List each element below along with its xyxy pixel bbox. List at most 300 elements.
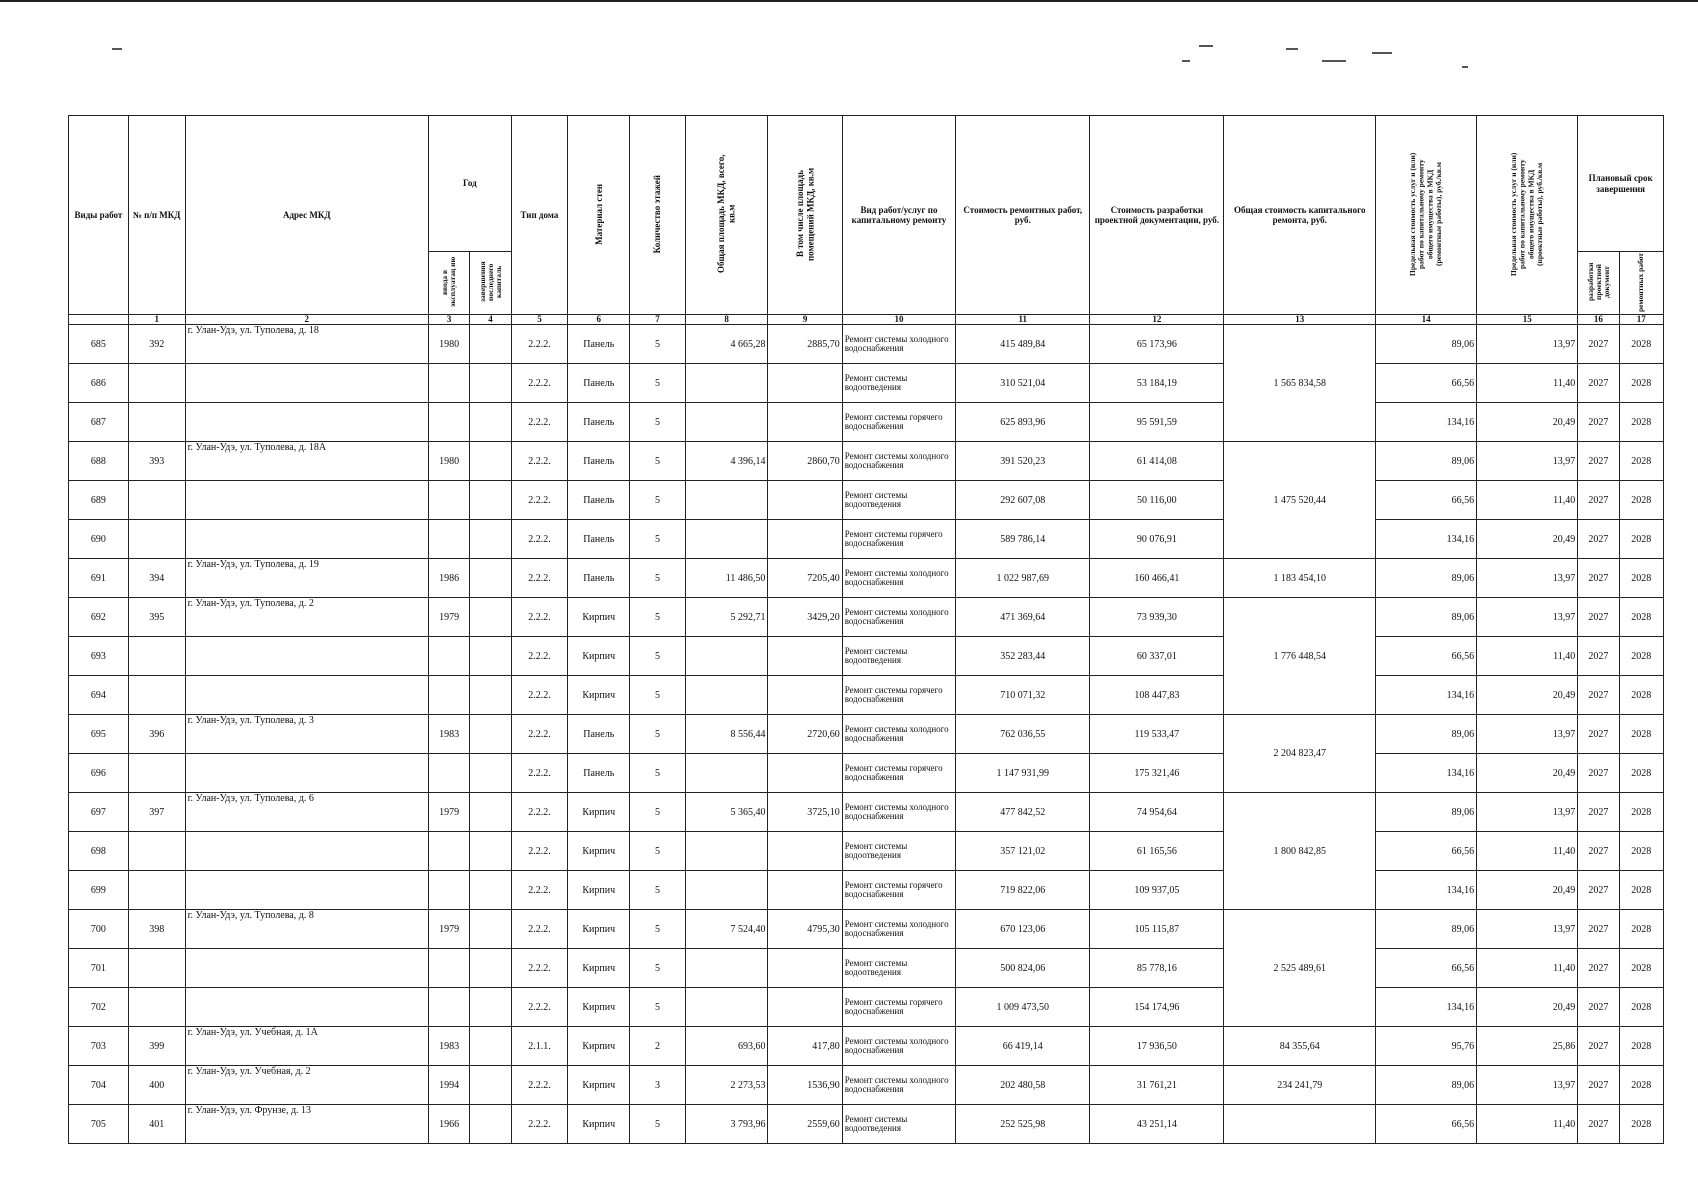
- cell-deadline-design: 2027: [1578, 715, 1619, 754]
- cell-work-type: Ремонт системы водоотведения: [842, 949, 955, 988]
- cell-floors: 5: [630, 442, 686, 481]
- table-row: [69, 520, 1664, 559]
- cell-mkd-number: 397: [128, 793, 185, 832]
- cell-premises-area: [768, 871, 842, 910]
- cell-floors: 5: [630, 676, 686, 715]
- cell-limit-cost-repair: 66,56: [1376, 637, 1477, 676]
- cell-year-last-repair: [470, 793, 511, 832]
- scan-noise: [1199, 45, 1213, 47]
- cell-design-cost: 50 116,00: [1090, 481, 1224, 520]
- cell-address: г. Улан-Удэ, ул. Туполева, д. 18А: [185, 442, 428, 481]
- cell-work-id: 685: [69, 325, 129, 364]
- cell-work-id: 688: [69, 442, 129, 481]
- cell-mkd-number: [128, 481, 185, 520]
- cell-limit-cost-design: 11,40: [1477, 637, 1578, 676]
- cell-total-cost: 1 776 448,54: [1224, 598, 1376, 715]
- cell-repair-cost: 1 009 473,50: [956, 988, 1090, 1027]
- cell-limit-cost-repair: 89,06: [1376, 910, 1477, 949]
- cell-deadline-design: 2027: [1578, 1105, 1619, 1144]
- cell-work-type: Ремонт системы холодного водоснабжения: [842, 793, 955, 832]
- cell-deadline-repair: 2028: [1619, 403, 1663, 442]
- cell-deadline-design: 2027: [1578, 949, 1619, 988]
- cell-year-commissioning: [429, 832, 470, 871]
- table-row: [69, 949, 1664, 988]
- cell-year-commissioning: [429, 481, 470, 520]
- cell-deadline-design: 2027: [1578, 1066, 1619, 1105]
- cell-floors: 5: [630, 754, 686, 793]
- cell-wall-material: Кирпич: [568, 1105, 630, 1144]
- cell-work-type: Ремонт системы горячего водоснабжения: [842, 988, 955, 1027]
- cell-wall-material: Кирпич: [568, 832, 630, 871]
- cell-premises-area: [768, 754, 842, 793]
- cell-address: г. Улан-Удэ, ул. Туполева, д. 18: [185, 325, 428, 364]
- cell-address: [185, 403, 428, 442]
- cell-limit-cost-design: 13,97: [1477, 715, 1578, 754]
- cell-total-area: 5 365,40: [685, 793, 768, 832]
- cell-mkd-number: 400: [128, 1066, 185, 1105]
- cell-address: [185, 676, 428, 715]
- cell-design-cost: 53 184,19: [1090, 364, 1224, 403]
- cell-work-type: Ремонт системы холодного водоснабжения: [842, 442, 955, 481]
- cell-year-last-repair: [470, 442, 511, 481]
- cell-address: г. Улан-Удэ, ул. Туполева, д. 6: [185, 793, 428, 832]
- column-number: 7: [630, 315, 686, 325]
- cell-mkd-number: 394: [128, 559, 185, 598]
- table-row: [69, 442, 1664, 481]
- cell-year-last-repair: [470, 754, 511, 793]
- cell-mkd-number: [128, 676, 185, 715]
- table-row: [69, 754, 1664, 793]
- cell-deadline-design: 2027: [1578, 481, 1619, 520]
- cell-year-last-repair: [470, 676, 511, 715]
- cell-total-area: [685, 988, 768, 1027]
- cell-floors: 5: [630, 559, 686, 598]
- cell-mkd-number: 401: [128, 1105, 185, 1144]
- cell-year-last-repair: [470, 325, 511, 364]
- cell-premises-area: 1536,90: [768, 1066, 842, 1105]
- capital-repair-register-table: [68, 115, 1664, 1144]
- cell-deadline-repair: 2028: [1619, 949, 1663, 988]
- cell-total-cost: 1 475 520,44: [1224, 442, 1376, 559]
- cell-mkd-number: 399: [128, 1027, 185, 1066]
- cell-year-last-repair: [470, 1027, 511, 1066]
- cell-limit-cost-design: 13,97: [1477, 442, 1578, 481]
- cell-work-id: 696: [69, 754, 129, 793]
- cell-house-type: 2.2.2.: [511, 949, 568, 988]
- cell-design-cost: 105 115,87: [1090, 910, 1224, 949]
- cell-total-area: [685, 364, 768, 403]
- cell-deadline-design: 2027: [1578, 559, 1619, 598]
- cell-wall-material: Кирпич: [568, 793, 630, 832]
- cell-limit-cost-design: 13,97: [1477, 598, 1578, 637]
- cell-repair-cost: 710 071,32: [956, 676, 1090, 715]
- cell-wall-material: Панель: [568, 559, 630, 598]
- cell-work-id: 697: [69, 793, 129, 832]
- scan-noise: [1462, 66, 1468, 68]
- cell-design-cost: 17 936,50: [1090, 1027, 1224, 1066]
- cell-wall-material: Панель: [568, 325, 630, 364]
- cell-address: [185, 754, 428, 793]
- cell-year-last-repair: [470, 598, 511, 637]
- cell-limit-cost-repair: 134,16: [1376, 520, 1477, 559]
- cell-house-type: 2.2.2.: [511, 832, 568, 871]
- cell-deadline-repair: 2028: [1619, 871, 1663, 910]
- cell-limit-cost-design: 25,86: [1477, 1027, 1578, 1066]
- cell-floors: 5: [630, 598, 686, 637]
- cell-wall-material: Кирпич: [568, 637, 630, 676]
- cell-house-type: 2.2.2.: [511, 910, 568, 949]
- cell-deadline-repair: 2028: [1619, 364, 1663, 403]
- column-number: 6: [568, 315, 630, 325]
- cell-total-area: 2 273,53: [685, 1066, 768, 1105]
- cell-year-last-repair: [470, 949, 511, 988]
- column-number: 16: [1578, 315, 1619, 325]
- cell-design-cost: 90 076,91: [1090, 520, 1224, 559]
- cell-limit-cost-design: 13,97: [1477, 910, 1578, 949]
- column-number: 5: [511, 315, 568, 325]
- cell-repair-cost: 352 283,44: [956, 637, 1090, 676]
- cell-limit-cost-repair: 89,06: [1376, 325, 1477, 364]
- cell-deadline-design: 2027: [1578, 871, 1619, 910]
- cell-address: г. Улан-Удэ, ул. Учебная, д. 1А: [185, 1027, 428, 1066]
- cell-limit-cost-repair: 66,56: [1376, 364, 1477, 403]
- cell-address: [185, 637, 428, 676]
- cell-wall-material: Кирпич: [568, 1027, 630, 1066]
- cell-floors: 3: [630, 1066, 686, 1105]
- cell-limit-cost-design: 13,97: [1477, 325, 1578, 364]
- cell-year-commissioning: [429, 754, 470, 793]
- cell-address: г. Улан-Удэ, ул. Туполева, д. 8: [185, 910, 428, 949]
- cell-work-type: Ремонт системы холодного водоснабжения: [842, 598, 955, 637]
- cell-mkd-number: 396: [128, 715, 185, 754]
- cell-total-cost: 234 241,79: [1224, 1066, 1376, 1105]
- cell-work-type: Ремонт системы горячего водоснабжения: [842, 676, 955, 715]
- cell-year-last-repair: [470, 1105, 511, 1144]
- cell-limit-cost-repair: 134,16: [1376, 871, 1477, 910]
- cell-deadline-repair: 2028: [1619, 715, 1663, 754]
- cell-premises-area: [768, 637, 842, 676]
- cell-floors: 5: [630, 364, 686, 403]
- cell-limit-cost-repair: 89,06: [1376, 715, 1477, 754]
- cell-limit-cost-repair: 66,56: [1376, 949, 1477, 988]
- cell-house-type: 2.2.2.: [511, 871, 568, 910]
- column-number: 14: [1376, 315, 1477, 325]
- cell-address: г. Улан-Удэ, ул. Туполева, д. 3: [185, 715, 428, 754]
- cell-work-type: Ремонт системы горячего водоснабжения: [842, 871, 955, 910]
- scan-noise: [1322, 60, 1346, 62]
- cell-total-cost: 2 204 823,47: [1224, 715, 1376, 793]
- cell-wall-material: Кирпич: [568, 1066, 630, 1105]
- table-row: [69, 481, 1664, 520]
- cell-repair-cost: 1 147 931,99: [956, 754, 1090, 793]
- cell-year-commissioning: 1979: [429, 598, 470, 637]
- cell-repair-cost: 292 607,08: [956, 481, 1090, 520]
- cell-year-last-repair: [470, 715, 511, 754]
- cell-wall-material: Кирпич: [568, 676, 630, 715]
- cell-work-id: 687: [69, 403, 129, 442]
- cell-total-area: [685, 949, 768, 988]
- cell-design-cost: 73 939,30: [1090, 598, 1224, 637]
- cell-floors: 5: [630, 988, 686, 1027]
- table-row: [69, 559, 1664, 598]
- column-number: 11: [956, 315, 1090, 325]
- cell-total-cost: [1224, 1105, 1376, 1144]
- cell-limit-cost-design: 13,97: [1477, 1066, 1578, 1105]
- cell-limit-cost-repair: 89,06: [1376, 793, 1477, 832]
- cell-total-area: 3 793,96: [685, 1105, 768, 1144]
- cell-floors: 5: [630, 949, 686, 988]
- column-number-row: [69, 315, 1664, 325]
- cell-floors: 5: [630, 403, 686, 442]
- cell-year-last-repair: [470, 1066, 511, 1105]
- cell-house-type: 2.2.2.: [511, 1105, 568, 1144]
- cell-deadline-repair: 2028: [1619, 910, 1663, 949]
- cell-design-cost: 61 414,08: [1090, 442, 1224, 481]
- cell-premises-area: 417,80: [768, 1027, 842, 1066]
- cell-repair-cost: 500 824,06: [956, 949, 1090, 988]
- cell-premises-area: [768, 676, 842, 715]
- cell-wall-material: Кирпич: [568, 871, 630, 910]
- table-row: [69, 793, 1664, 832]
- cell-mkd-number: [128, 754, 185, 793]
- cell-limit-cost-repair: 134,16: [1376, 403, 1477, 442]
- cell-deadline-repair: 2028: [1619, 1027, 1663, 1066]
- cell-deadline-design: 2027: [1578, 1027, 1619, 1066]
- cell-deadline-repair: 2028: [1619, 520, 1663, 559]
- cell-year-last-repair: [470, 832, 511, 871]
- cell-limit-cost-repair: 89,06: [1376, 559, 1477, 598]
- cell-address: [185, 949, 428, 988]
- cell-house-type: 2.2.2.: [511, 559, 568, 598]
- cell-deadline-repair: 2028: [1619, 559, 1663, 598]
- cell-limit-cost-repair: 134,16: [1376, 754, 1477, 793]
- cell-repair-cost: 589 786,14: [956, 520, 1090, 559]
- column-number: 2: [185, 315, 428, 325]
- cell-floors: 5: [630, 715, 686, 754]
- cell-repair-cost: 1 022 987,69: [956, 559, 1090, 598]
- cell-deadline-repair: 2028: [1619, 1105, 1663, 1144]
- cell-floors: 5: [630, 910, 686, 949]
- cell-wall-material: Панель: [568, 715, 630, 754]
- cell-total-area: [685, 403, 768, 442]
- header-deadline-repair: ремонтных работ: [1636, 252, 1646, 312]
- header-year-last-repair: завершения последнего капиталь: [477, 261, 503, 303]
- cell-total-cost: 2 525 489,61: [1224, 910, 1376, 1027]
- cell-mkd-number: 393: [128, 442, 185, 481]
- cell-design-cost: 154 174,96: [1090, 988, 1224, 1027]
- table-row: [69, 364, 1664, 403]
- cell-year-commissioning: [429, 403, 470, 442]
- cell-premises-area: [768, 832, 842, 871]
- table-row: [69, 1105, 1664, 1144]
- cell-total-area: 693,60: [685, 1027, 768, 1066]
- cell-design-cost: 108 447,83: [1090, 676, 1224, 715]
- table-row: [69, 832, 1664, 871]
- scan-noise: [112, 48, 122, 50]
- cell-year-commissioning: [429, 988, 470, 1027]
- cell-design-cost: 175 321,46: [1090, 754, 1224, 793]
- cell-house-type: 2.1.1.: [511, 1027, 568, 1066]
- cell-work-type: Ремонт системы горячего водоснабжения: [842, 754, 955, 793]
- cell-house-type: 2.2.2.: [511, 754, 568, 793]
- cell-year-last-repair: [470, 364, 511, 403]
- cell-repair-cost: 719 822,06: [956, 871, 1090, 910]
- column-number: 17: [1619, 315, 1663, 325]
- cell-deadline-design: 2027: [1578, 520, 1619, 559]
- table-row: [69, 988, 1664, 1027]
- cell-house-type: 2.2.2.: [511, 442, 568, 481]
- header-year-commissioning: ввода в эксплуатац ию: [440, 256, 458, 308]
- cell-repair-cost: 310 521,04: [956, 364, 1090, 403]
- cell-year-last-repair: [470, 910, 511, 949]
- cell-year-commissioning: 1979: [429, 793, 470, 832]
- cell-limit-cost-design: 11,40: [1477, 832, 1578, 871]
- cell-limit-cost-design: 11,40: [1477, 1105, 1578, 1144]
- cell-address: [185, 364, 428, 403]
- cell-total-area: [685, 481, 768, 520]
- cell-year-commissioning: 1983: [429, 715, 470, 754]
- header-repair-cost: Стоимость ремонтных работ, руб.: [956, 116, 1090, 315]
- cell-deadline-design: 2027: [1578, 403, 1619, 442]
- cell-year-commissioning: 1966: [429, 1105, 470, 1144]
- cell-wall-material: Панель: [568, 403, 630, 442]
- column-number: [69, 315, 129, 325]
- cell-year-commissioning: 1979: [429, 910, 470, 949]
- cell-design-cost: 61 165,56: [1090, 832, 1224, 871]
- cell-work-type: Ремонт системы холодного водоснабжения: [842, 1066, 955, 1105]
- cell-repair-cost: 477 842,52: [956, 793, 1090, 832]
- cell-premises-area: [768, 988, 842, 1027]
- cell-deadline-repair: 2028: [1619, 754, 1663, 793]
- cell-work-type: Ремонт системы холодного водоснабжения: [842, 910, 955, 949]
- cell-address: [185, 988, 428, 1027]
- cell-floors: 5: [630, 871, 686, 910]
- cell-work-id: 690: [69, 520, 129, 559]
- cell-limit-cost-repair: 134,16: [1376, 676, 1477, 715]
- table-row: [69, 910, 1664, 949]
- cell-mkd-number: [128, 871, 185, 910]
- cell-work-id: 705: [69, 1105, 129, 1144]
- cell-deadline-design: 2027: [1578, 637, 1619, 676]
- cell-total-area: [685, 637, 768, 676]
- cell-floors: 5: [630, 520, 686, 559]
- cell-year-last-repair: [470, 520, 511, 559]
- cell-year-last-repair: [470, 559, 511, 598]
- cell-wall-material: Кирпич: [568, 988, 630, 1027]
- column-number: 15: [1477, 315, 1578, 325]
- cell-wall-material: Панель: [568, 520, 630, 559]
- cell-address: г. Улан-Удэ, ул. Туполева, д. 2: [185, 598, 428, 637]
- cell-floors: 2: [630, 1027, 686, 1066]
- cell-address: [185, 520, 428, 559]
- cell-total-cost: 84 355,64: [1224, 1027, 1376, 1066]
- cell-work-id: 700: [69, 910, 129, 949]
- cell-year-commissioning: 1980: [429, 442, 470, 481]
- cell-deadline-design: 2027: [1578, 910, 1619, 949]
- header-total-cost: Общая стоимость капитального ремонта, руб.: [1224, 116, 1376, 315]
- cell-house-type: 2.2.2.: [511, 325, 568, 364]
- cell-wall-material: Кирпич: [568, 910, 630, 949]
- header-year: Год: [429, 116, 512, 252]
- cell-work-type: Ремонт системы водоотведения: [842, 832, 955, 871]
- cell-house-type: 2.2.2.: [511, 1066, 568, 1105]
- cell-mkd-number: 392: [128, 325, 185, 364]
- cell-design-cost: 109 937,05: [1090, 871, 1224, 910]
- cell-premises-area: 2885,70: [768, 325, 842, 364]
- header-planned-deadline: Плановый срок завершения: [1578, 116, 1664, 252]
- cell-repair-cost: 670 123,06: [956, 910, 1090, 949]
- column-number: 9: [768, 315, 842, 325]
- cell-design-cost: 43 251,14: [1090, 1105, 1224, 1144]
- cell-limit-cost-design: 11,40: [1477, 364, 1578, 403]
- header-deadline-design: разработки проектной документ: [1585, 262, 1611, 302]
- table-body: [69, 325, 1664, 1144]
- cell-total-area: 4 665,28: [685, 325, 768, 364]
- cell-house-type: 2.2.2.: [511, 520, 568, 559]
- cell-year-last-repair: [470, 871, 511, 910]
- cell-floors: 5: [630, 637, 686, 676]
- cell-work-id: 703: [69, 1027, 129, 1066]
- cell-limit-cost-design: 20,49: [1477, 754, 1578, 793]
- cell-total-area: [685, 871, 768, 910]
- cell-house-type: 2.2.2.: [511, 403, 568, 442]
- cell-total-area: 5 292,71: [685, 598, 768, 637]
- cell-wall-material: Панель: [568, 481, 630, 520]
- table-row: [69, 715, 1664, 754]
- cell-year-commissioning: 1986: [429, 559, 470, 598]
- header-vidy-rabot: Виды работ: [69, 116, 129, 315]
- table-row: [69, 403, 1664, 442]
- cell-year-commissioning: [429, 676, 470, 715]
- column-number: 4: [470, 315, 511, 325]
- cell-house-type: 2.2.2.: [511, 793, 568, 832]
- cell-premises-area: [768, 364, 842, 403]
- cell-address: г. Улан-Удэ, ул. Туполева, д. 19: [185, 559, 428, 598]
- cell-wall-material: Панель: [568, 442, 630, 481]
- cell-house-type: 2.2.2.: [511, 598, 568, 637]
- cell-work-id: 702: [69, 988, 129, 1027]
- header-house-type: Тип дома: [511, 116, 568, 315]
- cell-limit-cost-repair: 89,06: [1376, 598, 1477, 637]
- cell-work-type: Ремонт системы водоотведения: [842, 481, 955, 520]
- cell-limit-cost-design: 11,40: [1477, 949, 1578, 988]
- cell-mkd-number: [128, 520, 185, 559]
- cell-work-type: Ремонт системы водоотведения: [842, 1105, 955, 1144]
- cell-total-area: 11 486,50: [685, 559, 768, 598]
- column-number: 3: [429, 315, 470, 325]
- cell-deadline-repair: 2028: [1619, 793, 1663, 832]
- cell-work-id: 704: [69, 1066, 129, 1105]
- cell-year-commissioning: [429, 637, 470, 676]
- scan-noise: [1286, 48, 1298, 50]
- cell-deadline-design: 2027: [1578, 988, 1619, 1027]
- cell-work-type: Ремонт системы холодного водоснабжения: [842, 559, 955, 598]
- table-row: [69, 637, 1664, 676]
- table-row: [69, 1027, 1664, 1066]
- cell-address: г. Улан-Удэ, ул. Учебная, д. 2: [185, 1066, 428, 1105]
- cell-deadline-repair: 2028: [1619, 988, 1663, 1027]
- cell-year-last-repair: [470, 988, 511, 1027]
- cell-year-commissioning: [429, 871, 470, 910]
- cell-floors: 5: [630, 793, 686, 832]
- cell-design-cost: 65 173,96: [1090, 325, 1224, 364]
- header-n-mkd: № п/п МКД: [128, 116, 185, 315]
- cell-year-last-repair: [470, 403, 511, 442]
- cell-address: г. Улан-Удэ, ул. Фрунзе, д. 13: [185, 1105, 428, 1144]
- header-work-type: Вид работ/услуг по капитальному ремонту: [842, 116, 955, 315]
- cell-limit-cost-design: 20,49: [1477, 871, 1578, 910]
- cell-mkd-number: [128, 949, 185, 988]
